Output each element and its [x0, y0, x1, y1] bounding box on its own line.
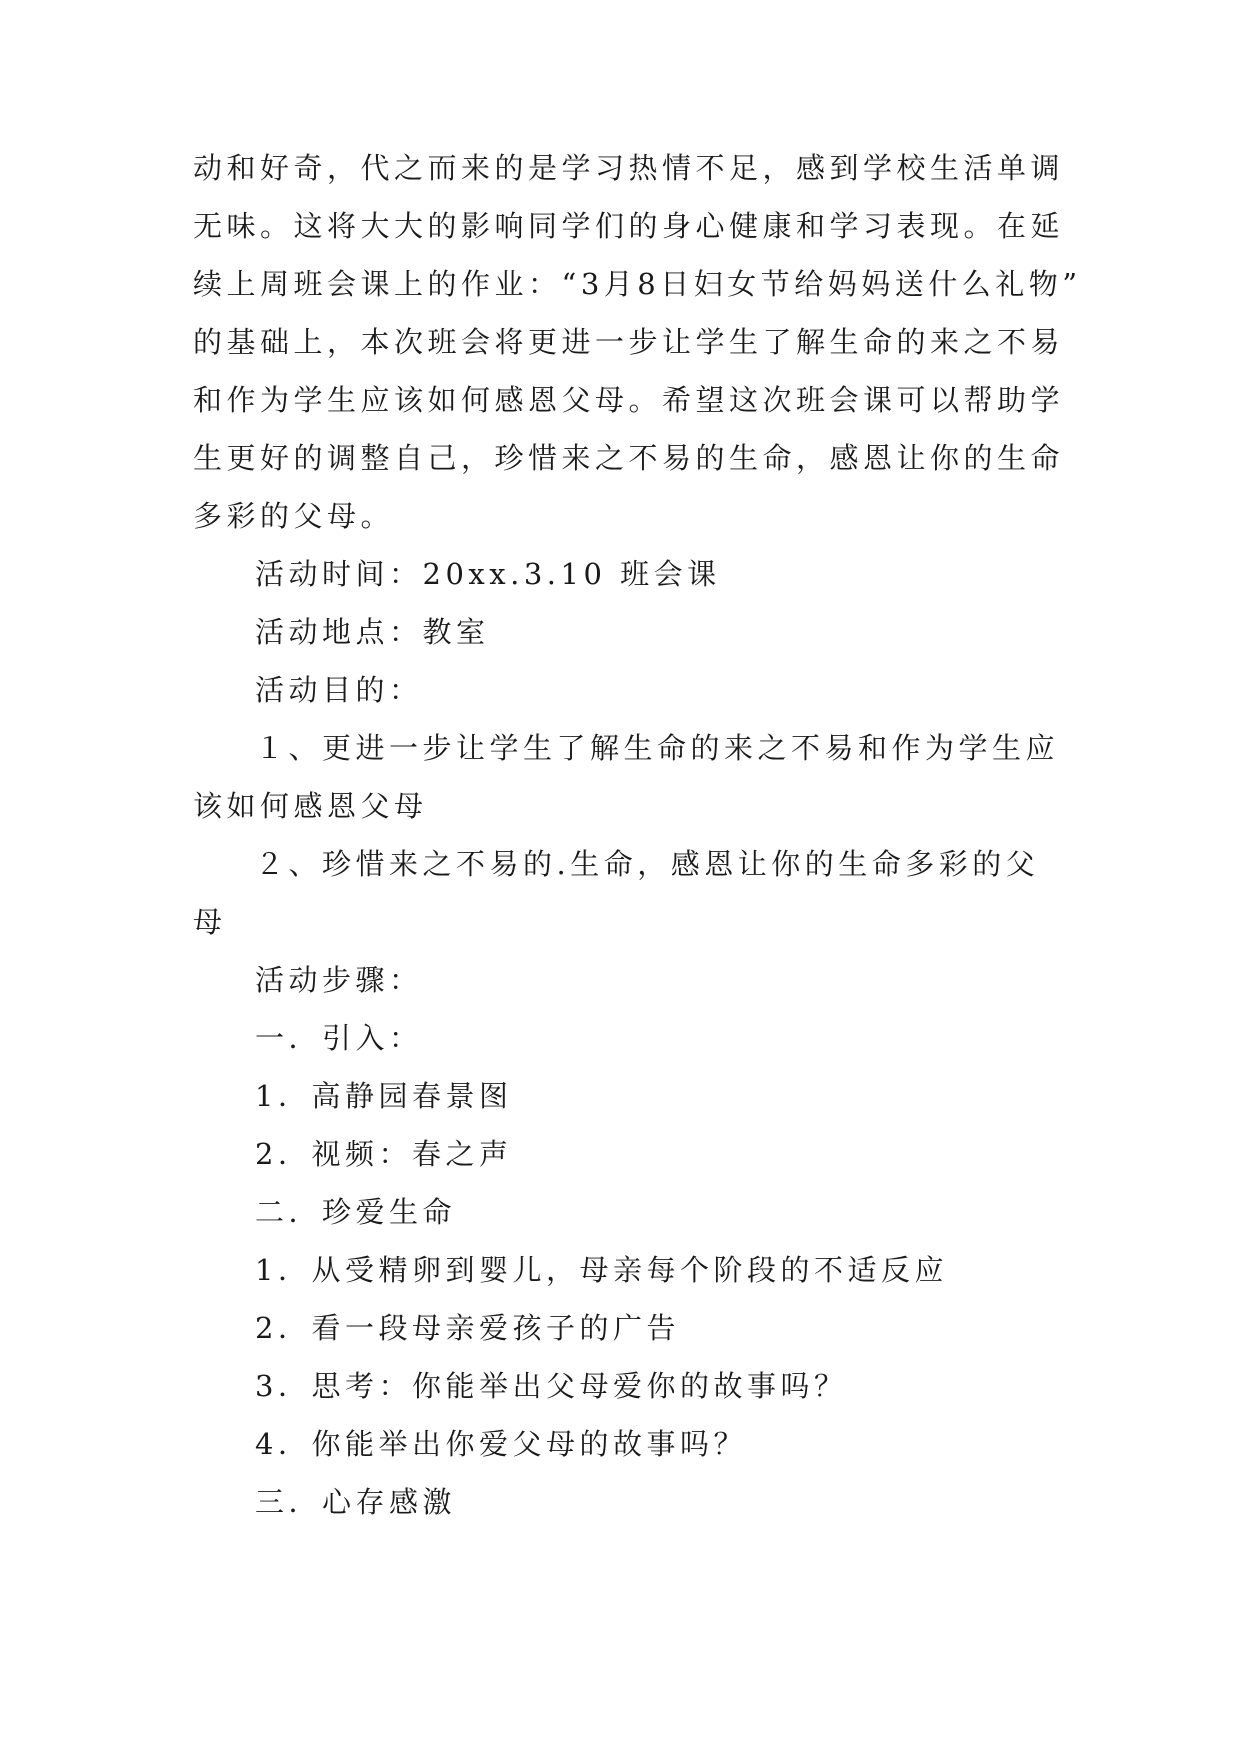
goal-1-line-2: 该如何感恩父母: [193, 789, 428, 823]
section-1-item-1: 1．高静园春景图: [255, 1079, 513, 1113]
section-3-title: 三．心存感激: [255, 1485, 457, 1519]
intro-line-3: 续上周班会课上的作业：“3月8日妇女节给妈妈送什么礼物”: [193, 267, 1082, 301]
intro-line-2: 无味。这将大大的影响同学们的身心健康和学习表现。在延: [193, 209, 1065, 243]
section-1-item-2: 2．视频：春之声: [255, 1137, 513, 1171]
section-2-item-1: 1．从受精卵到婴儿，母亲每个阶段的不适反应: [255, 1253, 948, 1287]
goal-1-line-1: １、更进一步让学生了解生命的来之不易和作为学生应: [255, 731, 1060, 765]
goal-2-line-1: ２、珍惜来之不易的.生命，感恩让你的生命多彩的父: [255, 847, 1040, 881]
intro-line-4: 的基础上，本次班会将更进一步让学生了解生命的来之不易: [193, 325, 1065, 359]
intro-line-1: 动和好奇，代之而来的是学习热情不足，感到学校生活单调: [193, 151, 1065, 185]
intro-line-7: 多彩的父母。: [193, 499, 395, 533]
activity-time: 活动时间：20xx.3.10 班会课: [255, 557, 721, 591]
intro-line-5: 和作为学生应该如何感恩父母。希望这次班会课可以帮助学: [193, 383, 1065, 417]
activity-place: 活动地点：教室: [255, 615, 490, 649]
section-2-item-4: 4．你能举出你爱父母的故事吗？: [255, 1427, 747, 1461]
section-2-title: 二．珍爱生命: [255, 1195, 457, 1229]
activity-goal-heading: 活动目的：: [255, 673, 423, 707]
section-1-title: 一．引入：: [255, 1021, 423, 1055]
section-2-item-2: 2．看一段母亲爱孩子的广告: [255, 1311, 680, 1345]
intro-line-6: 生更好的调整自己，珍惜来之不易的生命，感恩让你的生命: [193, 441, 1065, 475]
goal-2-line-2: 母: [193, 905, 227, 939]
section-2-item-3: 3．思考：你能举出父母爱你的故事吗？: [255, 1369, 848, 1403]
steps-heading: 活动步骤：: [255, 963, 423, 997]
